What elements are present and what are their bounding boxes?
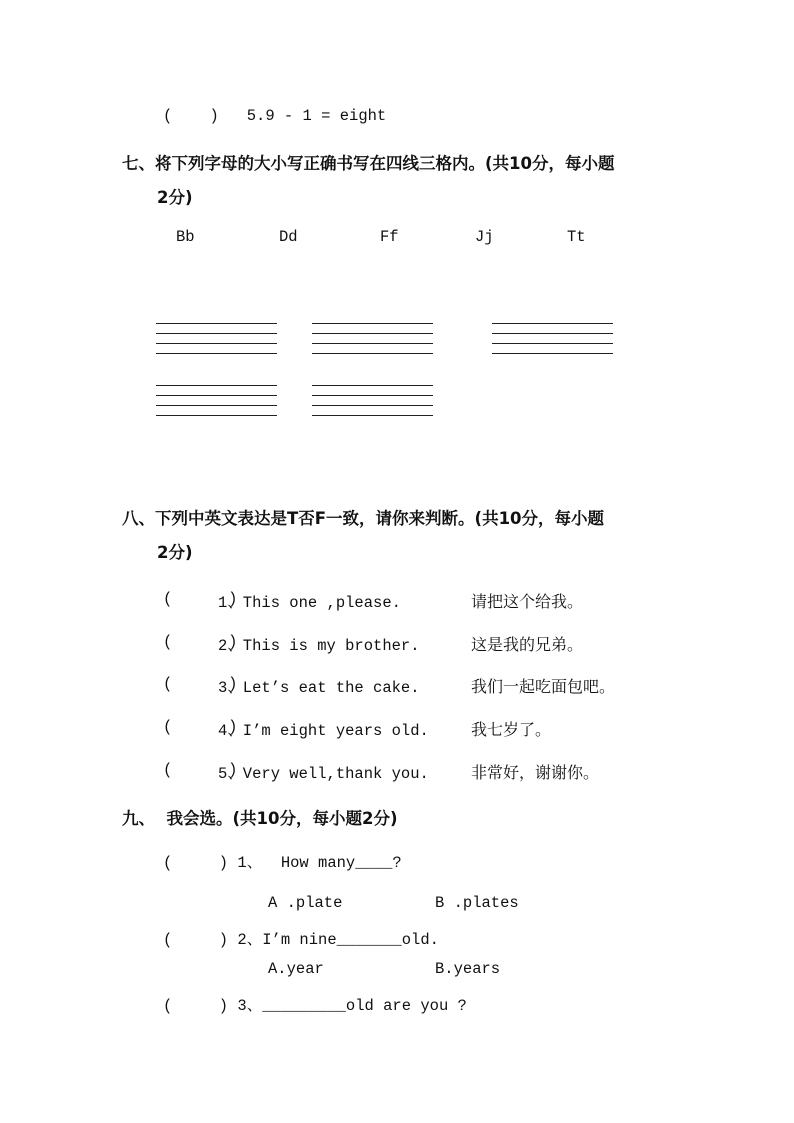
question-top-item: ( ) 5.9 - 1 = eight [163, 107, 387, 125]
judge-item-3-paren[interactable]: ( ) [163, 675, 238, 693]
letter-pair-ff: Ff [380, 228, 399, 246]
choice-q1-option-b[interactable]: B .plates [435, 894, 519, 912]
choice-q2-option-a[interactable]: A.year [268, 960, 324, 978]
judge-item-4-english: 4、I’m eight years old. [218, 722, 429, 740]
section8-heading-line1: 八、下列中英文表达是T否F一致，请你来判断。(共10分，每小题 [122, 509, 605, 528]
letter-pair-jj: Jj [475, 228, 494, 246]
four-line-grid-2 [312, 323, 433, 355]
judge-item-3-chinese: 我们一起吃面包吧。 [471, 677, 616, 696]
four-line-grid-4 [156, 385, 277, 417]
judge-item-1-english: 1、This one ,please. [218, 594, 401, 612]
letter-pair-tt: Tt [567, 228, 586, 246]
section9-heading: 九、 我会选。(共10分，每小题2分) [122, 809, 398, 828]
choice-q2[interactable]: ( ) 2、I’m nine_______old. [163, 931, 439, 949]
letter-pair-bb: Bb [176, 228, 195, 246]
judge-item-5-chinese: 非常好，谢谢你。 [471, 763, 600, 782]
judge-item-4-chinese: 我七岁了。 [471, 720, 552, 739]
judge-item-1-chinese: 请把这个给我。 [471, 592, 584, 611]
section8-heading-line2: 2分) [157, 543, 193, 562]
choice-q2-option-b[interactable]: B.years [435, 960, 501, 978]
letter-pair-dd: Dd [279, 228, 298, 246]
section7-heading-line2: 2分) [157, 188, 193, 207]
judge-item-2-chinese: 这是我的兄弟。 [471, 635, 584, 654]
choice-q1-option-a[interactable]: A .plate [268, 894, 343, 912]
judge-item-3-english: 3、Let’s eat the cake. [218, 679, 420, 697]
judge-item-2-paren[interactable]: ( ) [163, 633, 238, 651]
four-line-grid-1 [156, 323, 277, 355]
judge-item-5-paren[interactable]: ( ) [163, 761, 238, 779]
choice-q3[interactable]: ( ) 3、_________old are you ? [163, 997, 467, 1015]
section7-heading-line1: 七、将下列字母的大小写正确书写在四线三格内。(共10分，每小题 [122, 154, 615, 173]
four-line-grid-5 [312, 385, 433, 417]
judge-item-4-paren[interactable]: ( ) [163, 718, 238, 736]
judge-item-2-english: 2、This is my brother. [218, 637, 420, 655]
choice-q1[interactable]: ( ) 1、 How many____? [163, 854, 402, 872]
four-line-grid-3 [492, 323, 613, 355]
judge-item-1-paren[interactable]: ( ) [163, 590, 238, 608]
judge-item-5-english: 5、Very well,thank you. [218, 765, 429, 783]
